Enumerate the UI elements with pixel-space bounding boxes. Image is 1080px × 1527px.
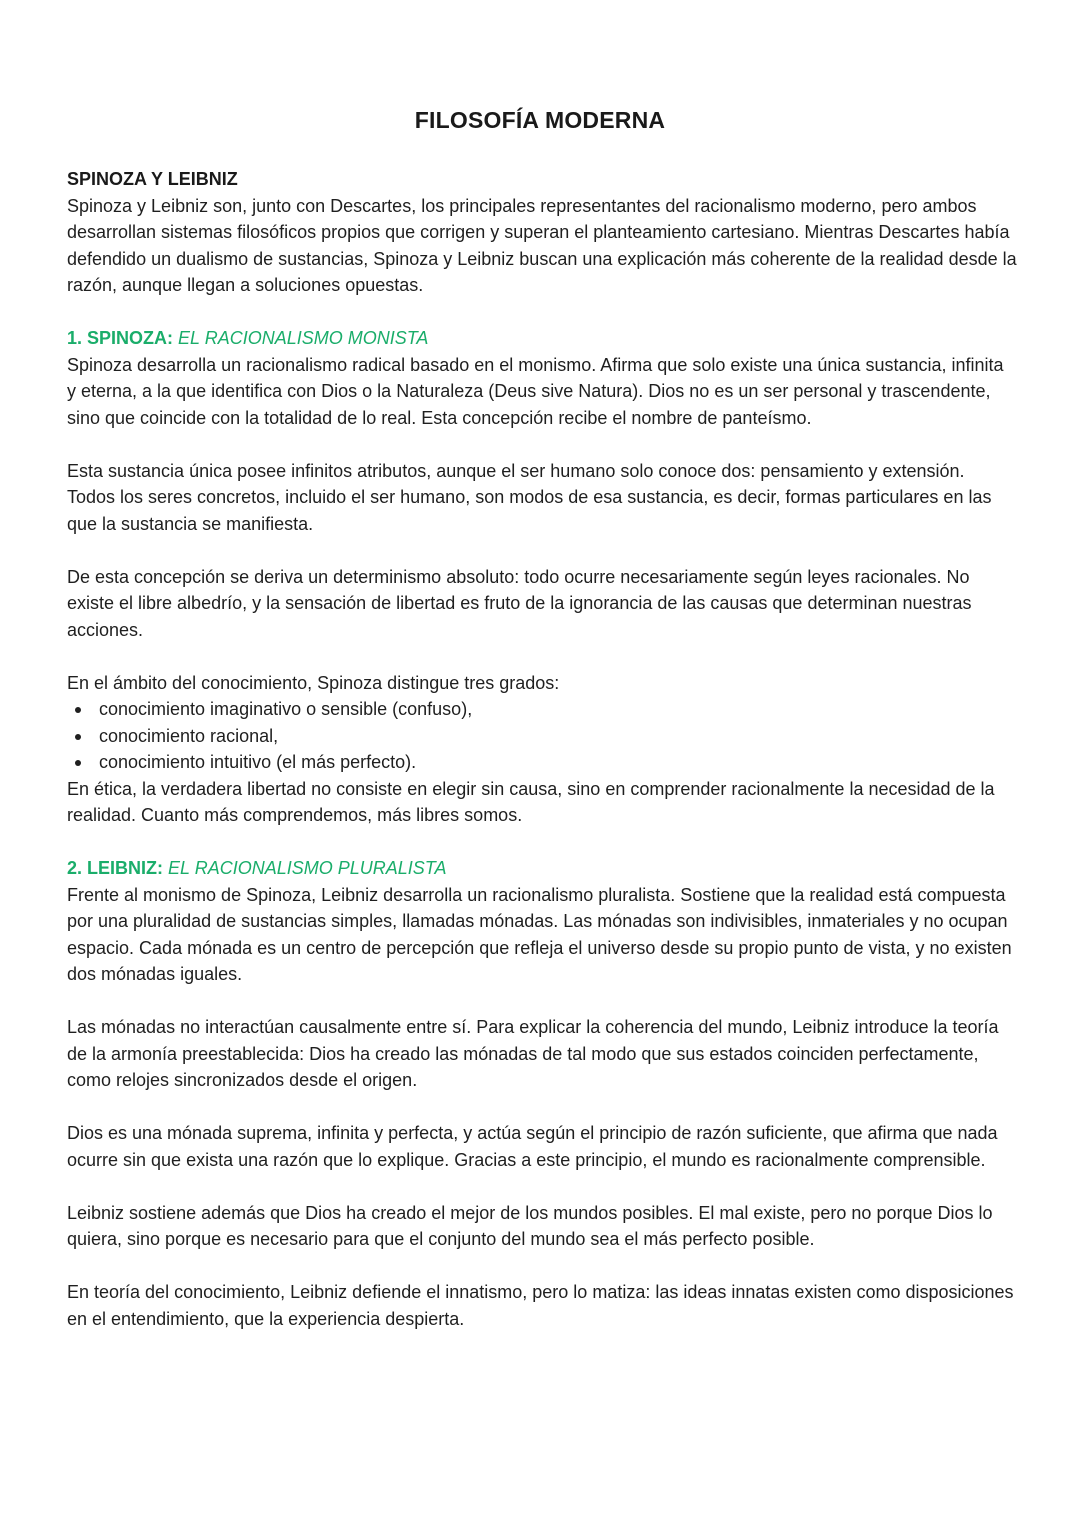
spacer [67,1094,1017,1121]
paragraph: Dios es una mónada suprema, infinita y perfecta, y actúa según el principio de razón suficiente, que afirma que nada ocurre sin que exista una razón que lo explique. Gracias a este principio, el mundo es racionalmente comprensible. [67,1123,998,1170]
paragraph: Leibniz sostiene además que Dios ha creado el mejor de los mundos posibles. El mal existe, pero no porque Dios lo quiera, sino porque es necesario para que el conjunto del mundo sea el más perfecto posible. [67,1202,993,1249]
spacer [67,988,1017,1015]
spacer [67,537,1017,564]
paragraph: De esta concepción se deriva un determinismo absoluto: todo ocurre necesariamente según leyes racionales. No existe el libre albedrío, y la sensación de libertad es fruto de la ignorancia de las causas que determinan nuestras acciones. [67,566,972,640]
paragraph: Spinoza desarrolla un racionalismo radical basado en el monismo. Afirma que solo existe una única sustancia, infinita y eterna, a la que identifica con Dios o la Naturaleza (Deus sive Natura). Dios no es un ser personal y trascendente, sino que coincide con la totalidad de lo real. Esta concepción recibe el nombre de panteísmo. [67,354,1004,428]
paragraph: En teoría del conocimiento, Leibniz defiende el innatismo, pero lo matiza: las ideas innatas existen como disposiciones en el entendimiento, que la experiencia despierta. [67,1282,1014,1329]
list-item: conocimiento intuitivo (el más perfecto). [99,749,1017,776]
section-heading-leibniz [67,855,1017,882]
spacer [67,643,1017,670]
document-content [67,166,1017,1332]
section-subtitle: EL RACIONALISMO MONISTA [178,328,429,348]
spacer [67,299,1017,326]
spacer [67,1253,1017,1280]
page-title: FILOSOFÍA MODERNA [414,107,666,133]
paragraph: En el ámbito del conocimiento, Spinoza distingue tres grados: [67,672,560,693]
paragraph: Las mónadas no interactúan causalmente entre sí. Para explicar la coherencia del mundo, Leibniz introduce la teoría de la armonía preestablecida: Dios ha creado las mónadas de tal modo que sus estados coinciden perfectamente, como relojes sincronizados desde el origen. [67,1017,999,1090]
intro-heading: SPINOZA Y LEIBNIZ [67,169,238,189]
knowledge-grades-list [67,696,1017,776]
list-item: conocimiento imaginativo o sensible (confuso), [99,696,1017,723]
paragraph: En ética, la verdadera libertad no consiste en elegir sin causa, sino en comprender racionalmente la necesidad de la realidad. Cuanto más comprendemos, más libres somos. [67,778,995,825]
section-number-label: 1. SPINOZA: [67,328,174,348]
paragraph: Frente al monismo de Spinoza, Leibniz desarrolla un racionalismo pluralista. Sostiene que la realidad está compuesta por una pluralidad de sustancias simples, llamadas mónadas. Las mónadas son indivisibles, inmateriales y no ocupan espacio. Cada mónada es un centro de percepción que refleja el universo desde su propio punto de vista, y no existen dos mónadas iguales. [67,884,1012,984]
spacer [67,829,1017,856]
section-heading-spinoza [67,325,1017,352]
spacer [67,431,1017,458]
list-item: conocimiento racional, [99,723,1017,750]
section-number-label: 2. LEIBNIZ: [67,858,164,878]
spacer [67,1173,1017,1200]
section-subtitle: EL RACIONALISMO PLURALISTA [168,858,447,878]
intro-paragraph: Spinoza y Leibniz son, junto con Descartes, los principales representantes del racionalismo moderno, pero ambos desarrollan sistemas filosóficos propios que corrigen y superan el planteamiento cartesiano. Mientras Descartes había defendido un dualismo de sustancias, Spinoza y Leibniz buscan una explicación más coherente de la realidad desde la razón, aunque llegan a soluciones opuestas. [67,195,1017,295]
paragraph: Esta sustancia única posee infinitos atributos, aunque el ser humano solo conoce dos: pensamiento y extensión. Todos los seres concretos, incluido el ser humano, son modos de esa sustancia, es decir, formas particulares en las que la sustancia se manifiesta. [67,460,992,534]
